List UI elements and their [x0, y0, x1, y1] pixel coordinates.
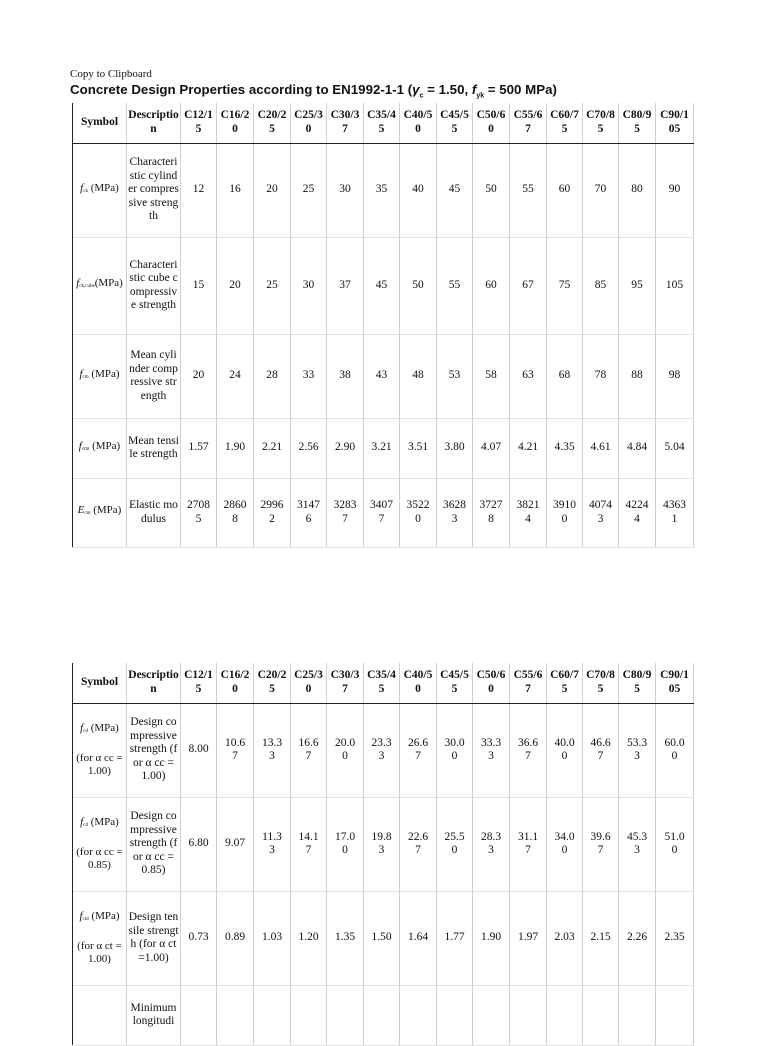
concrete-properties-table-1 [72, 103, 694, 548]
value-cell [217, 985, 254, 1045]
value-cell [510, 985, 547, 1045]
value-cell: 43 [364, 334, 400, 418]
value-cell: 14.17 [291, 797, 327, 891]
value-cell: 48 [400, 334, 437, 418]
value-cell: 2.56 [291, 418, 327, 478]
symbol-note: (for α ct = 1.00) [77, 939, 122, 965]
value-cell: 70 [583, 143, 619, 237]
symbol-unit: (MPa) [88, 367, 120, 380]
grade-header-c35-45: C35/45 [364, 103, 400, 143]
value-cell: 9.07 [217, 797, 254, 891]
grade-header-c25-30: C25/30 [291, 103, 327, 143]
symbol-cell [73, 478, 127, 547]
table-1-body [73, 143, 694, 547]
value-cell [291, 985, 327, 1045]
description-cell: Design compressive strength (for α cc = 1.00) [127, 703, 181, 797]
value-cell: 5.04 [656, 418, 694, 478]
value-cell: 16 [217, 143, 254, 237]
symbol-cell [73, 143, 127, 237]
grade-header-c60-75: C60/75 [547, 103, 583, 143]
description-header: Description [127, 663, 181, 703]
value-cell: 39100 [547, 478, 583, 547]
value-cell: 90 [656, 143, 694, 237]
value-cell: 60 [547, 143, 583, 237]
value-cell: 34.00 [547, 797, 583, 891]
value-cell: 2.21 [254, 418, 291, 478]
value-cell: 31.17 [510, 797, 547, 891]
value-cell: 2.03 [547, 891, 583, 985]
description-header: Description [127, 103, 181, 143]
value-cell: 28 [254, 334, 291, 418]
value-cell: 0.89 [217, 891, 254, 985]
grade-header-c80-95: C80/95 [619, 663, 656, 703]
value-cell: 45.33 [619, 797, 656, 891]
symbol-letter: f [79, 909, 83, 922]
value-cell: 2.15 [583, 891, 619, 985]
symbol-cell [73, 418, 127, 478]
grade-header-c12-15: C12/15 [181, 103, 217, 143]
value-cell: 45 [437, 143, 473, 237]
symbol-cell [73, 985, 127, 1045]
value-cell: 12 [181, 143, 217, 237]
value-cell: 85 [583, 237, 619, 334]
grade-header-c80-95: C80/95 [619, 103, 656, 143]
symbol-letter: f [76, 277, 80, 290]
value-cell: 1.57 [181, 418, 217, 478]
value-cell: 1.97 [510, 891, 547, 985]
value-cell: 1.90 [473, 891, 510, 985]
value-cell: 95 [619, 237, 656, 334]
symbol-letter: f [80, 181, 84, 194]
page-title [70, 82, 557, 100]
value-cell: 42244 [619, 478, 656, 547]
header-row [73, 103, 694, 143]
symbol-header: Symbol [73, 663, 127, 703]
value-cell: 20 [217, 237, 254, 334]
value-cell: 67 [510, 237, 547, 334]
value-cell: 33.33 [473, 703, 510, 797]
table-row [73, 143, 694, 237]
symbol-unit: (MPa) [87, 181, 119, 194]
value-cell: 98 [656, 334, 694, 418]
symbol-note: (for α cc = 1.00) [76, 751, 123, 777]
grade-header-c50-60: C50/60 [473, 103, 510, 143]
value-cell: 11.33 [254, 797, 291, 891]
table-row [73, 891, 694, 985]
copy-to-clipboard-link[interactable]: Copy to Clipboard [70, 68, 152, 80]
value-cell: 30.00 [437, 703, 473, 797]
value-cell: 88 [619, 334, 656, 418]
value-cell: 22.67 [400, 797, 437, 891]
value-cell: 6.80 [181, 797, 217, 891]
concrete-properties-table-2 [72, 663, 694, 1046]
value-cell: 1.03 [254, 891, 291, 985]
table-2-header [73, 663, 694, 703]
grade-header-c45-55: C45/55 [437, 103, 473, 143]
value-cell: 35 [364, 143, 400, 237]
symbol-letter: f [79, 367, 83, 380]
symbol-unit: (MPa) [87, 815, 119, 828]
value-cell: 4.07 [473, 418, 510, 478]
fyk-symbol: f [471, 82, 477, 97]
value-cell [400, 985, 437, 1045]
symbol-cell [73, 891, 127, 985]
gamma-subscript: c [419, 92, 424, 100]
table-row [73, 797, 694, 891]
value-cell: 1.77 [437, 891, 473, 985]
description-cell: Mean tensile strength [127, 418, 181, 478]
description-cell: Mean cylinder compressive strength [127, 334, 181, 418]
value-cell: 3.51 [400, 418, 437, 478]
symbol-subscript: cm [84, 511, 91, 517]
grade-header-c30-37: C30/37 [327, 663, 364, 703]
value-cell [583, 985, 619, 1045]
grade-header-c40-50: C40/50 [400, 103, 437, 143]
value-cell: 0.73 [181, 891, 217, 985]
value-cell: 4.84 [619, 418, 656, 478]
value-cell [364, 985, 400, 1045]
symbol-letter: f [80, 815, 84, 828]
symbol-subscript: cm [82, 374, 89, 380]
value-cell [254, 985, 291, 1045]
symbol-letter: f [80, 721, 84, 734]
value-cell: 25.50 [437, 797, 473, 891]
value-cell: 20 [254, 143, 291, 237]
value-cell: 13.33 [254, 703, 291, 797]
value-cell: 1.35 [327, 891, 364, 985]
value-cell: 37278 [473, 478, 510, 547]
value-cell [181, 985, 217, 1045]
grade-header-c60-75: C60/75 [547, 663, 583, 703]
value-cell: 4.35 [547, 418, 583, 478]
gamma-symbol: γ [412, 82, 420, 97]
value-cell: 32837 [327, 478, 364, 547]
value-cell [619, 985, 656, 1045]
symbol-letter: E [77, 504, 85, 517]
grade-header-c45-55: C45/55 [437, 663, 473, 703]
grade-header-c25-30: C25/30 [291, 663, 327, 703]
value-cell: 17.00 [327, 797, 364, 891]
table-row [73, 237, 694, 334]
value-cell: 24 [217, 334, 254, 418]
value-cell [473, 985, 510, 1045]
symbol-subscript: ck,cube [79, 284, 95, 290]
value-cell: 55 [510, 143, 547, 237]
grade-header-c16-20: C16/20 [217, 663, 254, 703]
value-cell: 63 [510, 334, 547, 418]
symbol-subscript: ctd [82, 916, 89, 922]
value-cell: 46.67 [583, 703, 619, 797]
value-cell: 38 [327, 334, 364, 418]
symbol-cell [73, 797, 127, 891]
symbol-cell [73, 334, 127, 418]
description-cell: Characteristic cube compressive strength [127, 237, 181, 334]
value-cell [547, 985, 583, 1045]
symbol-header: Symbol [73, 103, 127, 143]
description-cell: Minimum longitudi [127, 985, 181, 1045]
value-cell: 33 [291, 334, 327, 418]
value-cell: 3.80 [437, 418, 473, 478]
value-cell: 20.00 [327, 703, 364, 797]
table-row [73, 418, 694, 478]
value-cell: 1.90 [217, 418, 254, 478]
description-cell: Design compressive strength (for α cc = 0.85) [127, 797, 181, 891]
value-cell: 1.64 [400, 891, 437, 985]
grade-header-c90-105: C90/105 [656, 103, 694, 143]
symbol-unit: (MPa) [90, 504, 122, 517]
value-cell: 23.33 [364, 703, 400, 797]
description-cell: Elastic modulus [127, 478, 181, 547]
value-cell: 30 [327, 143, 364, 237]
table-1-header [73, 103, 694, 143]
grade-header-c20-25: C20/25 [254, 103, 291, 143]
value-cell: 39.67 [583, 797, 619, 891]
value-cell: 4.21 [510, 418, 547, 478]
value-cell: 37 [327, 237, 364, 334]
table-row [73, 334, 694, 418]
value-cell: 51.00 [656, 797, 694, 891]
value-cell: 105 [656, 237, 694, 334]
value-cell: 8.00 [181, 703, 217, 797]
value-cell: 15 [181, 237, 217, 334]
grade-header-c90-105: C90/105 [656, 663, 694, 703]
symbol-subscript: cd [83, 822, 88, 828]
value-cell: 58 [473, 334, 510, 418]
grade-header-c20-25: C20/25 [254, 663, 291, 703]
grade-header-c35-45: C35/45 [364, 663, 400, 703]
value-cell: 4.61 [583, 418, 619, 478]
value-cell: 35220 [400, 478, 437, 547]
value-cell: 28.33 [473, 797, 510, 891]
value-cell: 38214 [510, 478, 547, 547]
value-cell: 19.83 [364, 797, 400, 891]
value-cell: 40 [400, 143, 437, 237]
value-cell: 27085 [181, 478, 217, 547]
value-cell: 80 [619, 143, 656, 237]
grade-header-c50-60: C50/60 [473, 663, 510, 703]
grade-header-c70-85: C70/85 [583, 663, 619, 703]
symbol-subscript: cd [83, 728, 88, 734]
table-row [73, 478, 694, 547]
grade-header-c12-15: C12/15 [181, 663, 217, 703]
symbol-letter: f [78, 439, 82, 452]
value-cell: 43631 [656, 478, 694, 547]
value-cell: 10.67 [217, 703, 254, 797]
grade-header-c40-50: C40/50 [400, 663, 437, 703]
grade-header-c70-85: C70/85 [583, 103, 619, 143]
value-cell: 31476 [291, 478, 327, 547]
value-cell: 2.90 [327, 418, 364, 478]
symbol-subscript: ctm [81, 446, 90, 452]
symbol-cell [73, 703, 127, 797]
value-cell: 2.26 [619, 891, 656, 985]
value-cell: 40743 [583, 478, 619, 547]
grade-header-c30-37: C30/37 [327, 103, 364, 143]
value-cell [327, 985, 364, 1045]
description-cell: Characteristic cylinder compressive strength [127, 143, 181, 237]
value-cell: 2.35 [656, 891, 694, 985]
value-cell: 75 [547, 237, 583, 334]
value-cell: 50 [400, 237, 437, 334]
symbol-subscript: ck [83, 188, 88, 194]
value-cell: 55 [437, 237, 473, 334]
grade-header-c16-20: C16/20 [217, 103, 254, 143]
value-cell: 68 [547, 334, 583, 418]
value-cell: 36283 [437, 478, 473, 547]
value-cell: 45 [364, 237, 400, 334]
value-cell [656, 985, 694, 1045]
value-cell: 25 [254, 237, 291, 334]
table-row [73, 703, 694, 797]
value-cell [437, 985, 473, 1045]
value-cell: 78 [583, 334, 619, 418]
value-cell: 1.50 [364, 891, 400, 985]
table-2-body [73, 703, 694, 1045]
value-cell: 20 [181, 334, 217, 418]
symbol-unit: (MPa) [87, 721, 119, 734]
value-cell: 1.20 [291, 891, 327, 985]
table-row [73, 985, 694, 1045]
value-cell: 60 [473, 237, 510, 334]
grade-header-c55-67: C55/67 [510, 663, 547, 703]
symbol-cell [73, 237, 127, 334]
value-cell: 16.67 [291, 703, 327, 797]
header-row [73, 663, 694, 703]
value-cell: 50 [473, 143, 510, 237]
title-prefix: Concrete Design Properties according to EN1992-1-1 ( [70, 82, 413, 97]
gamma-value: = 1.50, [423, 82, 472, 97]
value-cell: 36.67 [510, 703, 547, 797]
value-cell: 53 [437, 334, 473, 418]
value-cell: 53.33 [619, 703, 656, 797]
fyk-value: = 500 MPa) [484, 82, 557, 97]
symbol-unit: (MPa) [89, 439, 121, 452]
value-cell: 3.21 [364, 418, 400, 478]
value-cell: 40.00 [547, 703, 583, 797]
description-cell: Design tensile strength (for α ct =1.00) [127, 891, 181, 985]
symbol-unit: (MPa) [94, 277, 123, 290]
value-cell: 34077 [364, 478, 400, 547]
value-cell: 29962 [254, 478, 291, 547]
value-cell: 60.00 [656, 703, 694, 797]
grade-header-c55-67: C55/67 [510, 103, 547, 143]
value-cell: 26.67 [400, 703, 437, 797]
fyk-subscript: yk [476, 92, 485, 100]
symbol-note: (for α cc = 0.85) [76, 845, 123, 871]
symbol-unit: (MPa) [88, 909, 120, 922]
value-cell: 25 [291, 143, 327, 237]
value-cell: 30 [291, 237, 327, 334]
value-cell: 28608 [217, 478, 254, 547]
